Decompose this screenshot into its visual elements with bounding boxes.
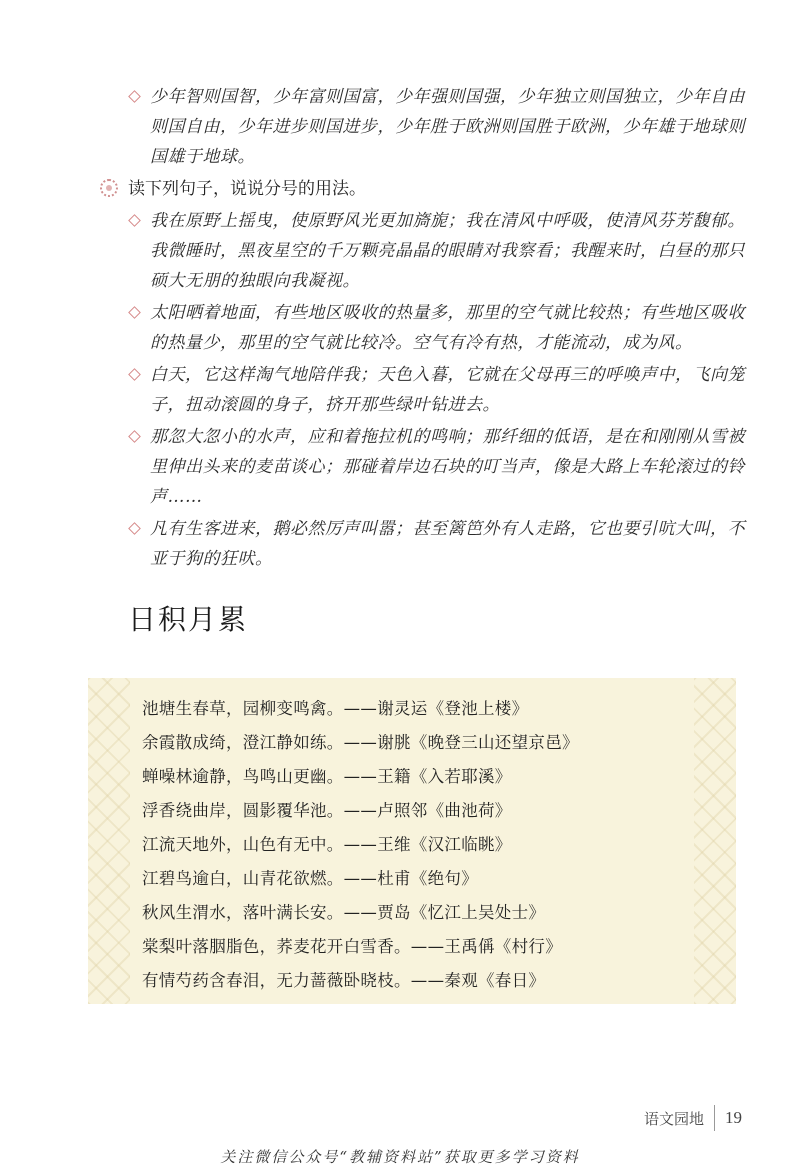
poem-panel — [88, 678, 736, 1004]
list-item — [128, 206, 758, 296]
poem-line: 池塘生春草，园柳变鸣禽。——谢灵运《登池上楼》 — [142, 699, 529, 718]
task-instruction — [98, 174, 758, 204]
poem-list — [142, 692, 579, 998]
diamond-bullet-icon — [128, 430, 141, 443]
diamond-bullet-icon — [128, 214, 141, 227]
task-label: 读下列句子，说说分号的用法。 — [128, 179, 366, 199]
item-text: 那忽大忽小的水声，应和着拖拉机的鸣响；那纤细的低语，是在和刚刚从雪被里伸出头来的麦苗谈心；那碰着岸边石块的叮当声，像是大路上车轮滚过的铃声…… — [150, 427, 745, 507]
diamond-bullet-icon — [128, 368, 141, 381]
diamond-bullet-icon — [128, 522, 141, 535]
list-item — [128, 360, 758, 420]
diamond-bullet-icon — [128, 90, 141, 103]
poem-line: 江流天地外，山色有无中。——王维《汉江临眺》 — [142, 835, 512, 854]
list-item — [128, 422, 758, 512]
watermark-text: 关注微信公众号“教辅资料站”获取更多学习资料 — [220, 1148, 580, 1166]
poem-line: 有情芍药含春泪，无力蔷薇卧晓枝。——秦观《春日》 — [142, 971, 546, 990]
item-text: 我在原野上摇曳，使原野风光更加旖旎；我在清风中呼吸，使清风芬芳馥郁。我微睡时，黑夜星空的千万颗亮晶晶的眼睛对我察看；我醒来时，白昼的那只硕大无朋的独眼向我凝视。 — [150, 211, 745, 291]
item-text: 凡有生客进来，鹅必然厉声叫嚣；甚至篱笆外有人走路，它也要引吭大叫，不亚于狗的狂吠。 — [150, 519, 745, 569]
poem-line: 棠梨叶落胭脂色，荞麦花开白雪香。——王禹偁《村行》 — [142, 937, 562, 956]
poem-line: 秋风生渭水，落叶满长安。——贾岛《忆江上吴处士》 — [142, 903, 546, 922]
poem-line: 蝉噪林逾静，鸟鸣山更幽。——王籍《入若耶溪》 — [142, 767, 512, 786]
poem-line: 江碧鸟逾白，山青花欲燃。——杜甫《绝句》 — [142, 869, 478, 888]
section-title: 日积月累 — [128, 603, 249, 636]
footer-divider — [714, 1105, 715, 1131]
item-text: 少年智则国智，少年富则国富，少年强则国强，少年独立则国独立，少年自由则国自由，少年进步则国进步，少年胜于欧洲则国胜于欧洲，少年雄于地球则国雄于地球。 — [150, 87, 745, 167]
task-marker-icon — [100, 179, 118, 197]
poem-line: 浮香绕曲岸，圆影覆华池。——卢照邻《曲池荷》 — [142, 801, 512, 820]
item-text: 太阳晒着地面，有些地区吸收的热量多，那里的空气就比较热；有些地区吸收的热量少，那里的空气就比较冷。空气有冷有热，才能流动，成为风。 — [150, 303, 745, 353]
item-text: 白天，它这样淘气地陪伴我；天色入暮，它就在父母再三的呼唤声中，飞向笼子，扭动滚圆的身子，挤开那些绿叶钻进去。 — [150, 365, 745, 415]
poem-line: 余霞散成绮，澄江静如练。——谢朓《晚登三山还望京邑》 — [142, 733, 579, 752]
list-item — [128, 82, 758, 172]
list-item — [128, 514, 758, 574]
diamond-bullet-icon — [128, 306, 141, 319]
exercise-block — [128, 82, 758, 576]
page-footer — [644, 1105, 742, 1131]
page-number: 19 — [725, 1108, 742, 1127]
list-item — [128, 298, 758, 358]
footer-section-name: 语文园地 — [643, 1109, 704, 1128]
